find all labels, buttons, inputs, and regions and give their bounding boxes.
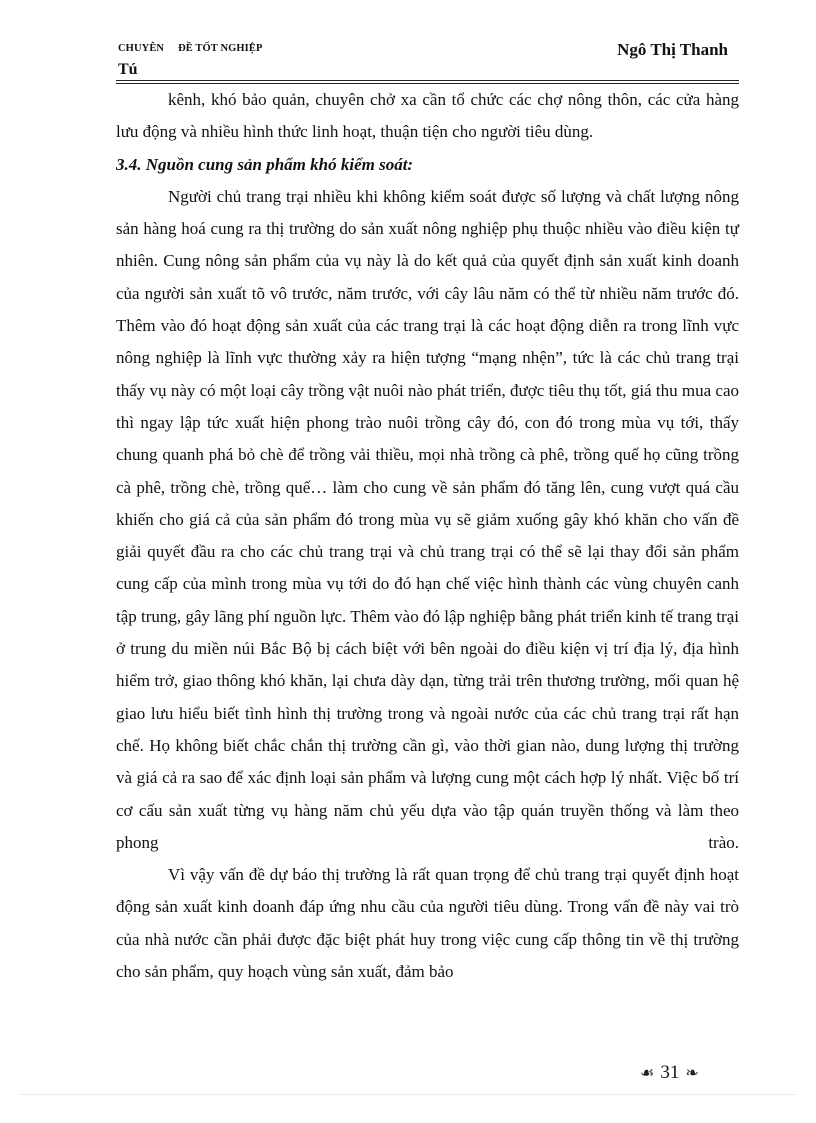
header-title-part1: CHUYÊN bbox=[118, 43, 165, 54]
header-author: Ngô Thị Thanh bbox=[617, 40, 728, 59]
page-number: 31 bbox=[660, 1062, 680, 1083]
ornament-left-icon: ☙ bbox=[640, 1065, 655, 1082]
body-text bbox=[116, 84, 739, 988]
section-heading: 3.4. Nguồn cung sản phẩm khó kiểm soát: bbox=[116, 154, 414, 174]
page-bottom-border bbox=[20, 1094, 796, 1095]
header-rule-thin bbox=[116, 80, 739, 81]
header-author-continued: Tú bbox=[118, 61, 138, 78]
paragraph: Vì vậy vấn đề dự báo thị trường là rất quan trọng để chủ trang trại quyết định hoạt động sản xuất kinh doanh đáp ứng nhu cầu của người tiêu dùng. Trong vấn đề này vai trò của nhà nước cần phải được đặc biệt phát huy trong việc cung cấp thông tin về thị trường cho sản phẩm, quy hoạch vùng sản xuất, đảm bảo bbox=[116, 865, 739, 982]
header-title bbox=[118, 43, 262, 54]
ornament-right-icon: ❧ bbox=[685, 1065, 699, 1082]
page-footer bbox=[640, 1062, 699, 1084]
paragraph: Người chủ trang trại nhiều khi không kiểm soát được số lượng và chất lượng nông sản hàng hoá cung ra thị trường do sản xuất nông nghiệp phụ thuộc nhiều vào điều kiện tự nhiên. Cung nông sản phẩm của vụ này là do kết quả của quyết định sản xuất kinh doanh của người sản xuất tõ vô trước, năm trước, với cây lâu năm có thể từ nhiều năm trước đó. Thêm vào đó hoạt động sản xuất của các trang trại là các hoạt động diễn ra trong lĩnh vực nông nghiệp là lĩnh vực thường xảy ra hiện tượng “mạng nhện”, tức là các chủ trang trại thấy vụ này có một loại cây trồng vật nuôi nào phát triển, được tiêu thụ tốt, giá thu mua cao thì ngay lập tức xuất hiện phong trào nuôi trồng cây đó, con đó trong mùa vụ tới, thấy chung quanh phá bỏ chè để trồng vải thiều, mọi nhà trồng cà phê, trồng quế họ cũng trồng cà phê, trồng chè, trồng quế… làm cho cung về sản phẩm đó tăng lên, cung vượt quá cầu khiến cho giá cả của sản phẩm đó trong mùa vụ sẽ giảm xuống gây khó khăn cho vấn đề giải quyết đầu ra cho các chủ trang trại và chủ trang trại có thể sẽ lại thay đổi sản phẩm cung cấp của mình trong mùa vụ tới do đó hạn chế việc hình thành các vùng chuyên canh tập trung, gây lãng phí nguồn lực. Thêm vào đó lập nghiệp bằng phát triển kinh tế trang trại ở trung du miền núi Bắc Bộ bị cách biệt với bên ngoài do điều kiện vị trí địa lý, địa hình hiểm trở, giao thông khó khăn, lại chưa dày dạn, từng trải trên thương trường, mối quan hệ giao lưu hiểu biết tình hình thị trường trong và ngoài nước của các chủ trang trại rất hạn chế. Họ không biết chắc chắn thị trường cần gì, vào thời gian nào, dung lượng thị trường và giá cả ra sao để xác định loại sản phẩm và lượng cung một cách hợp lý nhất. Việc bố trí cơ cấu sản xuất từng vụ hàng năm chủ yếu dựa vào tập quán truyền thống và làm theo phong trào. bbox=[116, 186, 739, 852]
header-title-part2: ĐỀ TỐT NGHIỆP bbox=[178, 43, 263, 54]
paragraph-continued: kênh, khó bảo quản, chuyên chở xa cần tổ chức các chợ nông thôn, các cửa hàng lưu động và nhiều hình thức linh hoạt, thuận tiện cho người tiêu dùng. bbox=[116, 90, 739, 142]
